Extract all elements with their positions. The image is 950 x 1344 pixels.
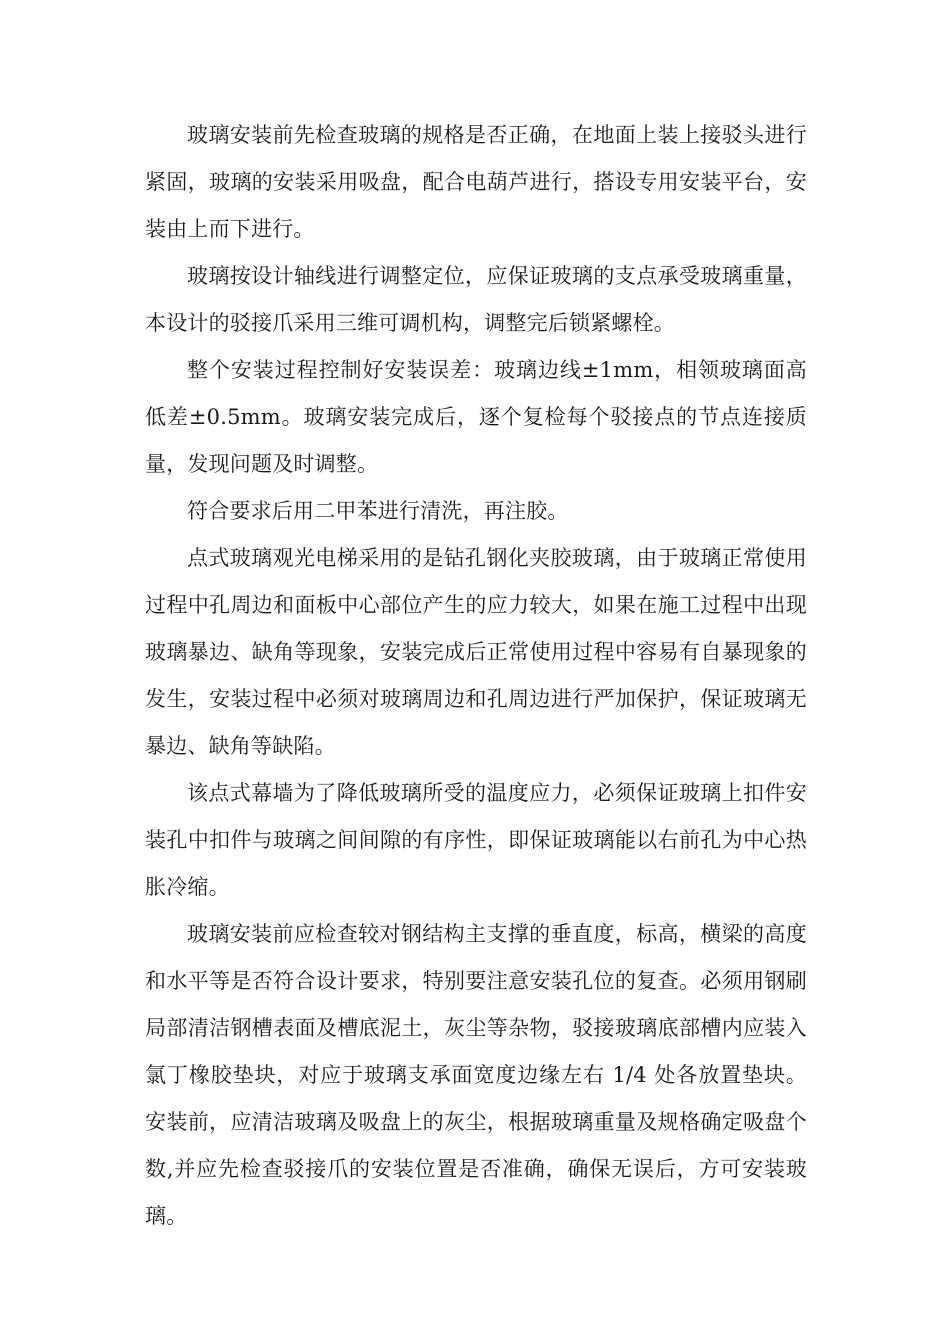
paragraph-3: 整个安装过程控制好安装误差：玻璃边线±1mm，相领玻璃面高低差±0.5mm。玻璃安装完成后，逐个复检每个驳接点的节点连接质量，发现问题及时调整。 [145, 358, 807, 476]
paragraph-2: 玻璃按设计轴线进行调整定位，应保证玻璃的支点承受玻璃重量，本设计的驳接爪采用三维可调机构，调整完后锁紧螺栓。 [145, 264, 807, 335]
paragraph-6: 该点式幕墙为了降低玻璃所受的温度应力，必须保证玻璃上扣件安装孔中扣件与玻璃之间间隙的有序性，即保证玻璃能以右前孔为中心热胀冷缩。 [145, 781, 807, 899]
paragraph-5: 点式玻璃观光电梯采用的是钻孔钢化夹胶玻璃，由于玻璃正常使用过程中孔周边和面板中心部位产生的应力较大，如果在施工过程中出现玻璃暴边、缺角等现象，安装完成后正常使用过程中容易有自暴现象的发生，安装过程中必须对玻璃周边和孔周边进行严加保护，保证玻璃无暴边、缺角等缺陷。 [145, 546, 807, 758]
document-body [145, 112, 807, 1240]
paragraph-4: 符合要求后用二甲苯进行清洗，再注胶。 [187, 499, 569, 523]
paragraph-1: 玻璃安装前先检查玻璃的规格是否正确，在地面上装上接驳头进行紧固，玻璃的安装采用吸盘，配合电葫芦进行，搭设专用安装平台，安装由上而下进行。 [145, 123, 807, 241]
paragraph-7: 玻璃安装前应检查较对钢结构主支撑的垂直度，标高，横梁的高度和水平等是否符合设计要求，特别要注意安装孔位的复查。必须用钢刷局部清洁钢槽表面及槽底泥土，灰尘等杂物，驳接玻璃底部槽内应装入氯丁橡胶垫块，对应于玻璃支承面宽度边缘左右 1/4 处各放置垫块。 安装前，应清洁玻璃及吸盘上的灰尘，根据玻璃重量及规格确定吸盘个数,并应先检查驳接爪的安装位置是否准确，确保无误后，方可安装玻璃。 [145, 922, 807, 1228]
